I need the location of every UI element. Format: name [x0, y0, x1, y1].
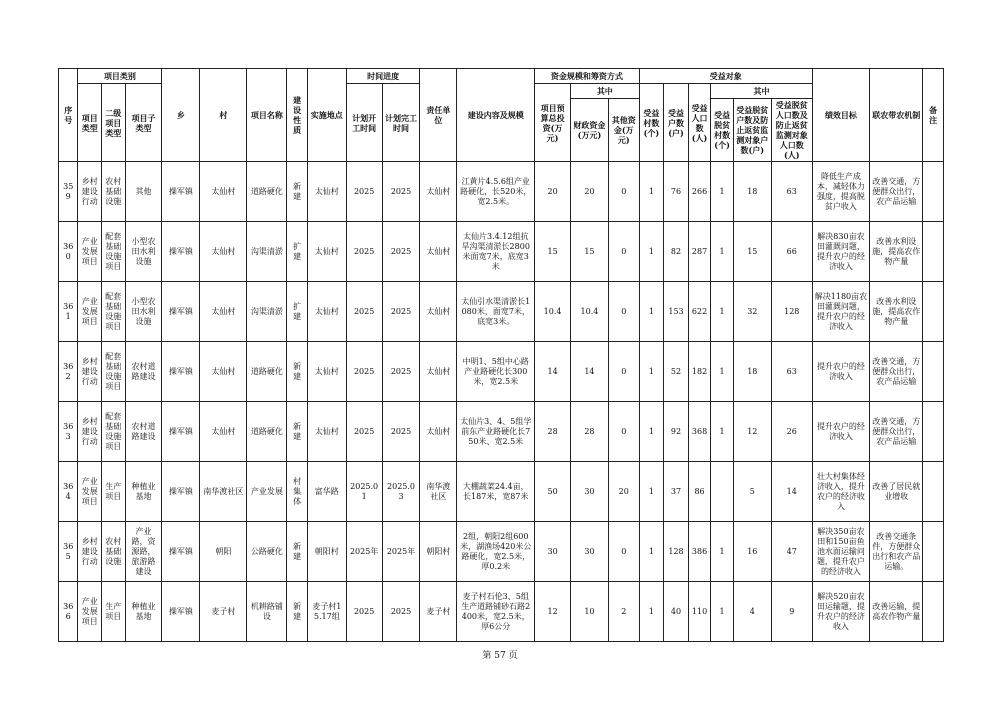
cell-village: 太仙村: [200, 162, 247, 222]
cell-total: 20: [535, 162, 571, 222]
cell-content: 麦子村石伦3、5组生产道路铺砂石路2400米，宽2.5米，厚6公分: [457, 582, 535, 642]
cell-ppop: 26: [771, 402, 812, 462]
cell-goal: 降低生产成本，减轻体力强度，提高脱贫户收入: [812, 162, 869, 222]
cell-resp: 太仙村: [420, 162, 457, 222]
cell-total: 50: [535, 462, 571, 522]
cell-hh: 153: [664, 282, 689, 342]
cell-pvil: 1: [711, 402, 734, 462]
cell-total: 28: [535, 402, 571, 462]
cell-fiscal: 30: [571, 462, 609, 522]
cell-other: 0: [608, 282, 639, 342]
cell-other: 20: [608, 462, 639, 522]
page-number: 第 57 页: [482, 651, 518, 661]
table-body: [59, 162, 944, 642]
cell-sub: 农村道路建设: [125, 402, 162, 462]
cell-start: 2025: [346, 162, 382, 222]
project-table: [58, 68, 944, 642]
cell-remark: [923, 522, 944, 582]
cell-level2: 生产项目: [102, 462, 126, 522]
cell-remark: [923, 222, 944, 282]
cell-vil: 1: [639, 582, 664, 642]
header-end: 计划完工时间: [382, 84, 420, 162]
cell-hh: 92: [664, 402, 689, 462]
cell-pvil: 1: [711, 342, 734, 402]
cell-fiscal: 14: [571, 342, 609, 402]
header-ben-population: 受益人口数(人): [688, 84, 711, 162]
cell-location: 太仙村: [307, 402, 346, 462]
header-funds-group: 资金规模和筹资方式: [535, 69, 639, 84]
header-sub-type: 项目子类型: [125, 84, 162, 162]
cell-remark: [923, 342, 944, 402]
cell-nature: 扩建: [287, 282, 307, 342]
cell-type: 乡村建设行动: [78, 522, 102, 582]
header-village: 村: [200, 69, 247, 162]
cell-content: 太仙引水渠清淤长1080米，面宽7米，底宽3米。: [457, 282, 535, 342]
cell-fiscal: 30: [571, 522, 609, 582]
cell-nature: 新建: [287, 342, 307, 402]
cell-type: 产业发展项目: [78, 462, 102, 522]
cell-total: 15: [535, 222, 571, 282]
header-beneficiary-group: 受益对象: [639, 69, 812, 84]
cell-vil: 1: [639, 222, 664, 282]
cell-ppop: 63: [771, 342, 812, 402]
cell-sub: 产业路，资源路，旅游路建设: [125, 522, 162, 582]
cell-start: 2025年: [346, 522, 382, 582]
cell-type: 产业发展项目: [78, 222, 102, 282]
table-row: [59, 402, 944, 462]
cell-ppop: 14: [771, 462, 812, 522]
header-funds-sub: 其中: [571, 84, 640, 99]
cell-start: 2025: [346, 342, 382, 402]
cell-location: 太仙村: [307, 342, 346, 402]
cell-content: 大棚蔬菜24.4亩，长187米，宽87米: [457, 462, 535, 522]
cell-other: 0: [608, 162, 639, 222]
table-row: [59, 282, 944, 342]
cell-phh: 18: [733, 162, 771, 222]
header-ben-poor-households: 受益脱贫户数及防止返贫监测对象户数(户): [733, 99, 771, 162]
cell-seq: 365: [59, 522, 78, 582]
cell-ppop: 9: [771, 582, 812, 642]
table-row: [59, 462, 944, 522]
header-ben-households: 受益户数(户): [664, 84, 689, 162]
cell-pop: 386: [688, 522, 711, 582]
cell-village: 南华渡社区: [200, 462, 247, 522]
cell-location: 麦子村15.17组: [307, 582, 346, 642]
cell-town: 操军镇: [162, 522, 200, 582]
cell-start: 2025: [346, 402, 382, 462]
cell-mech: 改善交通，方便群众出行，农产品运输: [870, 342, 923, 402]
cell-content: 太仙片3、4、5组学前东产业路硬化长750米、宽2.5米: [457, 402, 535, 462]
cell-ppop: 66: [771, 222, 812, 282]
cell-nature: 新建: [287, 162, 307, 222]
cell-other: 0: [608, 522, 639, 582]
cell-content: 2组，朝阳2组600米，湖渔场420米公路硬化，宽2.5米，厚0.2米: [457, 522, 535, 582]
cell-goal: 解决1180亩农田灌溉问题，提升农户的经济收入: [812, 282, 869, 342]
cell-start: 2025: [346, 582, 382, 642]
header-location: 实施地点: [307, 69, 346, 162]
table-row: [59, 162, 944, 222]
cell-end: 2025: [382, 282, 420, 342]
cell-vil: 1: [639, 522, 664, 582]
cell-name: 道路硬化: [247, 162, 287, 222]
cell-remark: [923, 582, 944, 642]
cell-level2: 农村基础设施: [102, 162, 126, 222]
cell-level2: 配套基础设施项目: [102, 282, 126, 342]
header-fiscal: 财政资金(万元): [571, 99, 609, 162]
cell-phh: 15: [733, 222, 771, 282]
cell-seq: 360: [59, 222, 78, 282]
cell-phh: 16: [733, 522, 771, 582]
cell-hh: 76: [664, 162, 689, 222]
cell-phh: 32: [733, 282, 771, 342]
cell-name: 产业发展: [247, 462, 287, 522]
cell-name: 道路硬化: [247, 342, 287, 402]
cell-resp: 朝阳村: [420, 522, 457, 582]
header-level2-type: 二级项目类型: [102, 84, 126, 162]
cell-hh: 52: [664, 342, 689, 402]
cell-name: 沟渠清淤: [247, 282, 287, 342]
cell-nature: 村集体: [287, 462, 307, 522]
cell-village: 太仙村: [200, 222, 247, 282]
cell-type: 产业发展项目: [78, 282, 102, 342]
cell-remark: [923, 162, 944, 222]
table-row: [59, 582, 944, 642]
cell-town: 操军镇: [162, 222, 200, 282]
cell-village: 朝阳: [200, 522, 247, 582]
cell-goal: 提升农户的经济收入: [812, 402, 869, 462]
cell-pvil: 1: [711, 522, 734, 582]
cell-type: 产业发展项目: [78, 582, 102, 642]
cell-pvil: 1: [711, 222, 734, 282]
header-project-name: 项目名称: [247, 69, 287, 162]
cell-vil: 1: [639, 402, 664, 462]
cell-town: 操军镇: [162, 282, 200, 342]
header-town: 乡: [162, 69, 200, 162]
cell-mech: 改善了居民就业增收: [870, 462, 923, 522]
header-seq: 序号: [59, 69, 78, 162]
header-ben-villages: 受益村数(个): [639, 84, 664, 162]
cell-fiscal: 10.4: [571, 282, 609, 342]
cell-pop: 182: [688, 342, 711, 402]
cell-remark: [923, 462, 944, 522]
cell-hh: 128: [664, 522, 689, 582]
cell-name: 沟渠清淤: [247, 222, 287, 282]
cell-mech: 改善水利设施，提高农作物产量: [870, 222, 923, 282]
cell-ppop: 63: [771, 162, 812, 222]
cell-remark: [923, 402, 944, 462]
cell-fiscal: 20: [571, 162, 609, 222]
cell-sub: 小型农田水利设施: [125, 282, 162, 342]
cell-nature: 新建: [287, 582, 307, 642]
cell-town: 操军镇: [162, 462, 200, 522]
cell-sub: 其他: [125, 162, 162, 222]
cell-village: 太仙村: [200, 402, 247, 462]
cell-fiscal: 15: [571, 222, 609, 282]
cell-pop: 266: [688, 162, 711, 222]
cell-sub: 种植业基地: [125, 462, 162, 522]
cell-goal: 提升农户的经济收入: [812, 342, 869, 402]
cell-total: 12: [535, 582, 571, 642]
cell-village: 太仙村: [200, 282, 247, 342]
cell-location: 太仙村: [307, 222, 346, 282]
cell-name: 道路硬化: [247, 402, 287, 462]
header-project-type: 项目类型: [78, 84, 102, 162]
cell-hh: 82: [664, 222, 689, 282]
header-start: 计划开工时间: [346, 84, 382, 162]
cell-sub: 种植业基地: [125, 582, 162, 642]
cell-content: 江黄片4.5.6组产业路硬化，长520米，宽2.5米。: [457, 162, 535, 222]
cell-start: 2025: [346, 222, 382, 282]
cell-pvil: [711, 462, 734, 522]
cell-pvil: 1: [711, 162, 734, 222]
cell-resp: 南华渡社区: [420, 462, 457, 522]
cell-end: 2025: [382, 342, 420, 402]
cell-location: 太仙村: [307, 282, 346, 342]
cell-mech: 改善运输，提高农作物产量: [870, 582, 923, 642]
cell-vil: 1: [639, 162, 664, 222]
cell-village: 麦子村: [200, 582, 247, 642]
cell-start: 2025: [346, 282, 382, 342]
cell-location: 太仙村: [307, 162, 346, 222]
cell-resp: 太仙村: [420, 342, 457, 402]
cell-phh: 18: [733, 342, 771, 402]
cell-total: 30: [535, 522, 571, 582]
header-performance: 绩效目标: [812, 69, 869, 162]
cell-end: 2025: [382, 402, 420, 462]
cell-pop: 110: [688, 582, 711, 642]
header-schedule: 时间进度: [346, 69, 420, 84]
header-project-category: 项目类别: [78, 69, 162, 84]
cell-mech: 改善交通，方便群众出行，农产品运输: [870, 402, 923, 462]
cell-name: 机耕路铺设: [247, 582, 287, 642]
cell-seq: 366: [59, 582, 78, 642]
cell-seq: 364: [59, 462, 78, 522]
cell-goal: 解决520亩农田运输题，提升农户的经济收入: [812, 582, 869, 642]
cell-vil: 1: [639, 342, 664, 402]
header-remarks: 备注: [923, 69, 944, 162]
cell-content: 中明1、5组中心路产业路硬化长300米，宽2.5米: [457, 342, 535, 402]
cell-seq: 361: [59, 282, 78, 342]
cell-other: 2: [608, 582, 639, 642]
header-content: 建设内容及规模: [457, 69, 535, 162]
header-nature: 建设性质: [287, 69, 307, 162]
cell-pop: 287: [688, 222, 711, 282]
cell-mech: 改善交通条件，方便群众出行和农产品运输。: [870, 522, 923, 582]
cell-pop: 86: [688, 462, 711, 522]
cell-vil: 1: [639, 462, 664, 522]
cell-name: 公路硬化: [247, 522, 287, 582]
cell-town: 操军镇: [162, 162, 200, 222]
cell-level2: 配套基础设施项目: [102, 342, 126, 402]
cell-type: 乡村建设行动: [78, 162, 102, 222]
cell-goal: 解决830亩农田灌溉问题，提升农户的经济收入: [812, 222, 869, 282]
header-ben-poor-population: 受益脱贫人口数及防止返贫监测对象人口数(人): [771, 99, 812, 162]
header-other: 其他资金(万元): [608, 99, 639, 162]
cell-pop: 368: [688, 402, 711, 462]
cell-level2: 生产项目: [102, 582, 126, 642]
cell-other: 0: [608, 222, 639, 282]
cell-phh: 12: [733, 402, 771, 462]
cell-seq: 359: [59, 162, 78, 222]
cell-village: 太仙村: [200, 342, 247, 402]
cell-total: 14: [535, 342, 571, 402]
cell-end: 2025年: [382, 522, 420, 582]
cell-fiscal: 28: [571, 402, 609, 462]
cell-start: 2025.01: [346, 462, 382, 522]
cell-end: 2025: [382, 162, 420, 222]
cell-location: 富华路: [307, 462, 346, 522]
cell-town: 操军镇: [162, 402, 200, 462]
cell-pvil: 1: [711, 282, 734, 342]
cell-nature: 新建: [287, 402, 307, 462]
cell-vil: 1: [639, 282, 664, 342]
cell-sub: 小型农田水利设施: [125, 222, 162, 282]
cell-pop: 622: [688, 282, 711, 342]
cell-goal: 壮大村集体经济收入，提升农户的经济收入: [812, 462, 869, 522]
cell-ppop: 128: [771, 282, 812, 342]
cell-resp: 太仙村: [420, 402, 457, 462]
cell-ppop: 47: [771, 522, 812, 582]
header-ben-sub: 其中: [711, 84, 812, 99]
cell-nature: 扩建: [287, 222, 307, 282]
cell-mech: 改善水利设施，提高农作物产量: [870, 282, 923, 342]
table-row: [59, 222, 944, 282]
cell-remark: [923, 282, 944, 342]
cell-sub: 农村道路建设: [125, 342, 162, 402]
cell-location: 朝阳村: [307, 522, 346, 582]
table-row: [59, 342, 944, 402]
cell-nature: 新建: [287, 522, 307, 582]
cell-total: 10.4: [535, 282, 571, 342]
header-mechanism: 联农带农机制: [870, 69, 923, 162]
cell-hh: 40: [664, 582, 689, 642]
cell-level2: 配套基础设施项目: [102, 402, 126, 462]
cell-goal: 解决350亩农田和150亩鱼池水面运输问题，提升农户的经济收入: [812, 522, 869, 582]
cell-type: 乡村建设行动: [78, 342, 102, 402]
cell-end: 2025: [382, 222, 420, 282]
cell-resp: 麦子村: [420, 582, 457, 642]
cell-town: 操军镇: [162, 342, 200, 402]
cell-resp: 太仙村: [420, 222, 457, 282]
cell-end: 2025.03: [382, 462, 420, 522]
header-responsible: 责任单位: [420, 69, 457, 162]
cell-phh: 5: [733, 462, 771, 522]
cell-level2: 农村基础设施: [102, 522, 126, 582]
cell-end: 2025: [382, 582, 420, 642]
cell-other: 0: [608, 342, 639, 402]
cell-level2: 配套基础设施项目: [102, 222, 126, 282]
cell-pvil: 1: [711, 582, 734, 642]
cell-resp: 太仙村: [420, 282, 457, 342]
cell-seq: 363: [59, 402, 78, 462]
cell-fiscal: 10: [571, 582, 609, 642]
header-total-budget: 项目预算总投资(万元): [535, 84, 571, 162]
cell-mech: 改善交通，方便群众出行，农产品运输: [870, 162, 923, 222]
cell-type: 乡村建设行动: [78, 402, 102, 462]
cell-town: 操军镇: [162, 582, 200, 642]
cell-seq: 362: [59, 342, 78, 402]
table-row: [59, 522, 944, 582]
header-ben-poor-villages: 受益脱贫村数(个): [711, 99, 734, 162]
cell-content: 太仙片3.4.12组抗旱沟渠清淤长2800米面宽7米，底宽3米: [457, 222, 535, 282]
cell-hh: 37: [664, 462, 689, 522]
cell-phh: 4: [733, 582, 771, 642]
cell-other: 0: [608, 402, 639, 462]
